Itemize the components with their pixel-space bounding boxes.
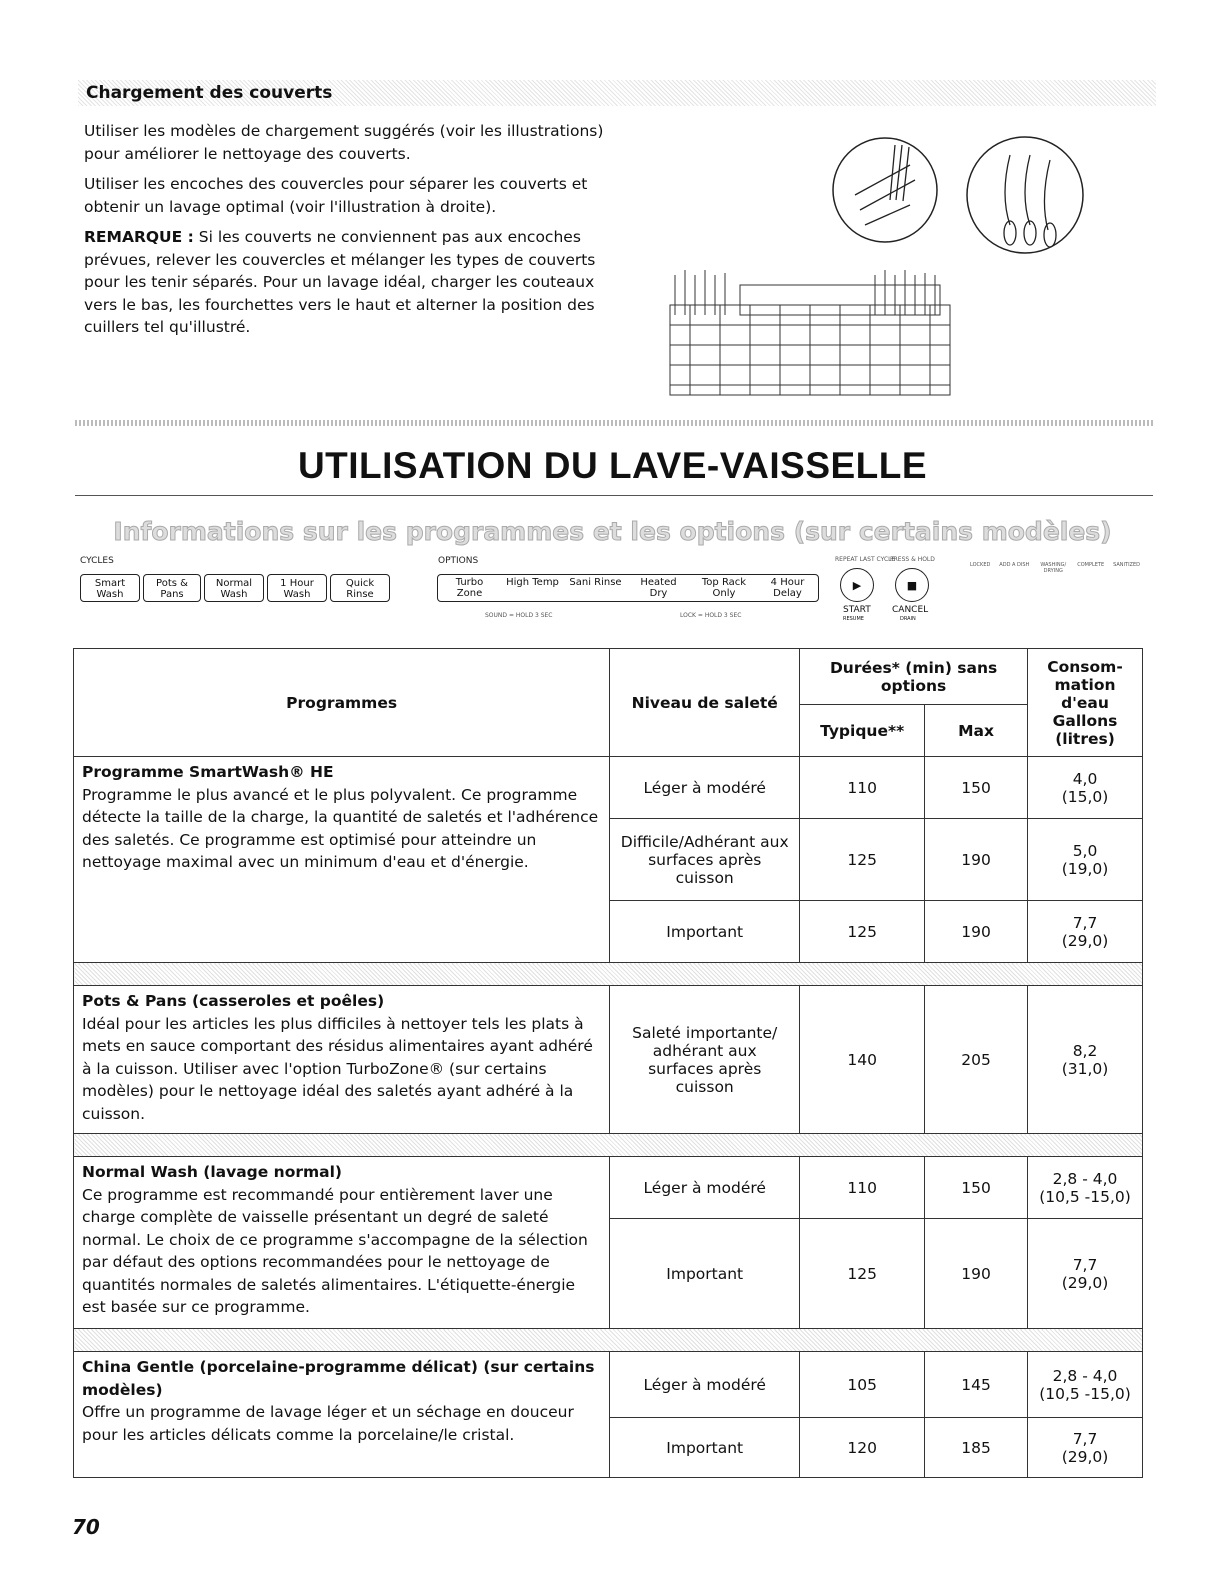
press-hold-label: PRESS & HOLD [890, 556, 935, 563]
header-durees: Durées* (min) sans options [800, 649, 1028, 705]
sound-hint: SOUND = HOLD 3 SEC [485, 612, 553, 619]
program-name: Pots & Pans (casseroles et poêles) [82, 992, 385, 1010]
cycle-quick-rinse-button: Quick Rinse [330, 574, 390, 602]
program-smartwash [74, 757, 610, 963]
start-icon: ▶ [840, 568, 874, 602]
program-name: China Gentle (porcelaine-programme délicat) (sur certains modèles) [82, 1358, 595, 1399]
water-litres: (10,5 -15,0) [1039, 1187, 1131, 1206]
water-usage [1028, 1157, 1143, 1219]
program-china-gentle [74, 1352, 610, 1478]
duration-max: 190 [925, 819, 1028, 901]
water-gallons: 2,8 - 4,0 [1052, 1366, 1118, 1385]
dotted-divider [75, 420, 1153, 426]
soil-level: Difficile/Adhérant aux surfaces après cuisson [610, 819, 800, 901]
duration-typical: 105 [800, 1352, 925, 1418]
water-usage [1028, 1219, 1143, 1329]
program-normal-wash [74, 1157, 610, 1329]
row-gap [74, 1134, 1143, 1157]
duration-max: 150 [925, 1157, 1028, 1219]
duration-max: 145 [925, 1352, 1028, 1418]
cancel-icon: ■ [895, 568, 929, 602]
row-gap [74, 1329, 1143, 1352]
duration-typical: 125 [800, 1219, 925, 1329]
soil-level: Léger à modéré [610, 757, 800, 819]
option-heated-dry: Heated Dry [640, 577, 677, 599]
header-conso: Consom-mation d'eau Gallons (litres) [1028, 649, 1143, 757]
duration-typical: 140 [800, 986, 925, 1134]
duration-max: 190 [925, 901, 1028, 963]
option-high-temp: High Temp [506, 577, 559, 588]
note-label: REMARQUE : [84, 228, 194, 246]
program-desc: Programme le plus avancé et le plus polyvalent. Ce programme détecte la taille de la charge, la quantité de saletés et l'adhérence des saletés. Ce programme est optimisé pour atteindre un nettoyage maximal avec un minimum d'eau et d'énergie. [82, 785, 599, 871]
water-litres: (15,0) [1061, 787, 1109, 806]
table-row [74, 757, 1143, 819]
cycle-normal-wash-button: Normal Wash [204, 574, 264, 602]
cancel-sub-label: DRAIN [900, 616, 916, 622]
intro-paragraph-1: Utiliser les modèles de chargement suggérés (voir les illustrations) pour améliorer le nettoyage des couverts. [84, 122, 604, 163]
section-subtitle: Informations sur les programmes et les options (sur certains modèles) [113, 517, 1112, 546]
soil-level: Léger à modéré [610, 1157, 800, 1219]
option-turbo-zone: Turbo Zone [455, 577, 484, 599]
repeat-last-cycle-label: REPEAT LAST CYCLE [835, 556, 896, 563]
water-litres: (19,0) [1061, 859, 1109, 878]
water-usage [1028, 757, 1143, 819]
water-gallons: 4,0 [1072, 769, 1098, 788]
program-desc: Offre un programme de lavage léger et un séchage en douceur pour les articles délicats comme la porcelaine/le cristal. [82, 1403, 574, 1444]
water-litres: (29,0) [1061, 931, 1109, 950]
program-desc: Ce programme est recommandé pour entièrement laver une charge complète de vaisselle présentant un degré de saleté normal. Le choix de ce programme s'accompagne de la sélection par défaut des options recommandées pour le nettoyage de quantités normales de saletés alimentaires. L'étiquette-énergie est basée sur ce programme. [82, 1185, 588, 1316]
duration-typical: 125 [800, 901, 925, 963]
duration-max: 185 [925, 1418, 1028, 1478]
program-name: Programme SmartWash® HE [82, 763, 334, 781]
duration-typical: 120 [800, 1418, 925, 1478]
lock-hint: LOCK = HOLD 3 SEC [680, 612, 742, 619]
cutlery-basket-illustration [660, 125, 1160, 405]
soil-level: Important [610, 1418, 800, 1478]
water-usage [1028, 1352, 1143, 1418]
water-usage [1028, 819, 1143, 901]
start-label: START [843, 605, 871, 615]
water-litres: (31,0) [1061, 1059, 1109, 1078]
water-litres: (29,0) [1061, 1447, 1109, 1466]
status-sanitized: SANITIZED [1113, 562, 1140, 568]
table-row [74, 986, 1143, 1134]
option-sani-rinse: Sani Rinse [569, 577, 622, 588]
status-complete: COMPLETE [1077, 562, 1105, 568]
page-title: UTILISATION DU LAVE-VAISSELLE [297, 445, 928, 486]
water-gallons: 7,7 [1072, 1255, 1098, 1274]
water-usage [1028, 986, 1143, 1134]
options-label: OPTIONS [438, 556, 479, 566]
table-row [74, 1157, 1143, 1219]
status-locked: LOCKED [970, 562, 991, 568]
option-4-hour-delay: 4 Hour Delay [770, 577, 805, 599]
option-top-rack-only: Top Rack Only [701, 577, 747, 599]
status-add-a-dish: ADD A DISH [999, 562, 1030, 568]
duration-max: 190 [925, 1219, 1028, 1329]
program-pots-pans [74, 986, 610, 1134]
program-table [73, 648, 1143, 1478]
header-niveau: Niveau de saleté [610, 649, 800, 757]
soil-level: Important [610, 901, 800, 963]
status-washing-drying: WASHING/ DRYING [1040, 562, 1067, 574]
program-desc: Idéal pour les articles les plus difficiles à nettoyer tels les plats à mets en sauce comportant des résidus alimentaires ayant adhéré à la cuisson. Utiliser avec l'option TurboZone® (sur certains modèles) pour le nettoyage idéal des saletés ayant adhéré à la cuisson. [82, 1014, 593, 1123]
soil-level: Léger à modéré [610, 1352, 800, 1418]
soil-level: Saleté importante/ adhérant aux surfaces après cuisson [610, 986, 800, 1134]
header-programmes: Programmes [74, 649, 610, 757]
cycle-pots-pans-button: Pots & Pans [143, 574, 201, 602]
intro-paragraph-2: Utiliser les encoches des couvercles pour séparer les couverts et obtenir un lavage optimal (voir l'illustration à droite). [84, 175, 588, 216]
soil-level: Important [610, 1219, 800, 1329]
section-heading: Chargement des couverts [78, 80, 1156, 106]
water-gallons: 5,0 [1072, 841, 1098, 860]
table-row [74, 1352, 1143, 1418]
water-litres: (29,0) [1061, 1273, 1109, 1292]
fork-detail-circle [833, 138, 937, 242]
start-sub-label: RESUME [843, 616, 864, 622]
water-gallons: 7,7 [1072, 913, 1098, 932]
water-gallons: 8,2 [1072, 1041, 1098, 1060]
note-text: Si les couverts ne conviennent pas aux encoches prévues, relever les couvercles et mélanger les types de couverts pour les tenir séparés. Pour un lavage idéal, charger les couteaux vers le bas, les fourchettes vers le haut et alterner la position des cuillers tel qu'illustré. [84, 228, 596, 336]
title-underline [75, 495, 1153, 496]
status-indicators [970, 562, 1140, 574]
water-usage [1028, 901, 1143, 963]
note-paragraph [84, 226, 604, 339]
duration-typical: 125 [800, 819, 925, 901]
duration-typical: 110 [800, 757, 925, 819]
cycle-smart-wash-button: Smart Wash [80, 574, 140, 602]
water-gallons: 2,8 - 4,0 [1052, 1169, 1118, 1188]
duration-typical: 110 [800, 1157, 925, 1219]
duration-max: 150 [925, 757, 1028, 819]
water-gallons: 7,7 [1072, 1429, 1098, 1448]
row-gap [74, 963, 1143, 986]
water-litres: (10,5 -15,0) [1039, 1384, 1131, 1403]
cycle-1-hour-wash-button: 1 Hour Wash [267, 574, 327, 602]
duration-max: 205 [925, 986, 1028, 1134]
page-number: 70 [72, 1515, 100, 1539]
header-max: Max [925, 705, 1028, 757]
intro-text [84, 120, 604, 347]
cancel-label: CANCEL [892, 605, 929, 615]
cycles-label: CYCLES [80, 556, 114, 566]
header-typique: Typique** [800, 705, 925, 757]
water-usage [1028, 1418, 1143, 1478]
program-name: Normal Wash (lavage normal) [82, 1163, 343, 1181]
control-panel-illustration [80, 556, 1150, 631]
